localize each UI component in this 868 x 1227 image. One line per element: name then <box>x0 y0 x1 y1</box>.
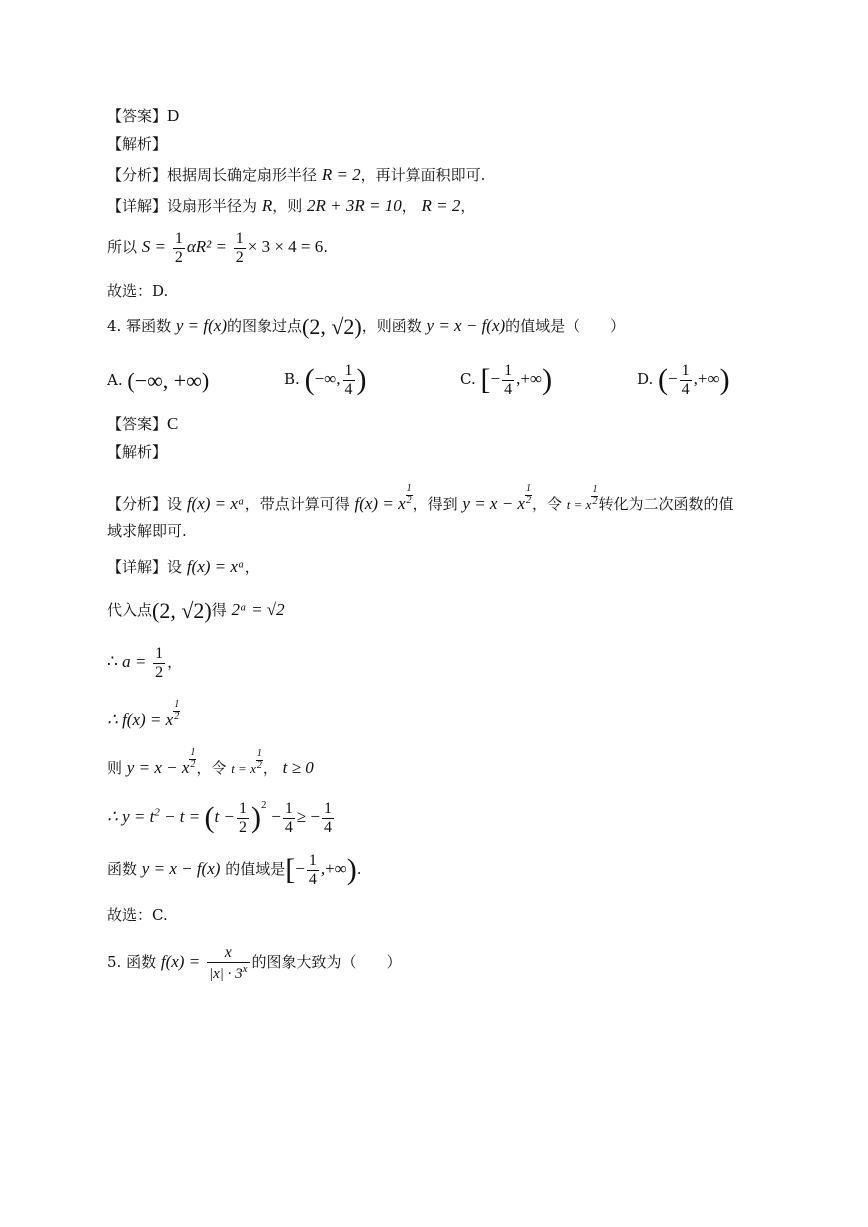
q4-stem-func2: y = x − f(x) <box>426 316 506 335</box>
range-text-2: 的值域是 <box>225 860 286 879</box>
option-c-frac: $\frac{1}{4}$ <box>504 362 513 398</box>
substitute-text-1: 代入点 <box>107 601 153 619</box>
answer-value: C <box>167 414 179 433</box>
q4-fenxi-line <box>107 484 733 512</box>
fenxi-text-2: ，带点计算可得 <box>244 495 350 514</box>
option-c-label: C. <box>460 370 476 389</box>
q4-stem-3: ，则函数 <box>361 317 422 335</box>
fenxi-text-1: 设 <box>167 495 183 514</box>
option-d-label: D. <box>637 370 654 389</box>
xiangjie-tag: 【详解】 <box>107 558 168 576</box>
option-a-value: (−∞, +∞) <box>127 368 210 393</box>
q4-stem-point: (2, √2) <box>302 314 362 339</box>
q4-y-equation: ∴ $y = t^2 - t = (t$ − $\frac{1}{2}$ )$^2$ − $\frac{1}{4}$ ≥ − $\frac{1}{4}$ <box>107 799 332 836</box>
analysis-tag: 【解析】 <box>107 443 168 461</box>
fenxi-text-5: 转化为二次函数的值 <box>598 495 734 514</box>
area-mid: αR² = <box>186 237 227 257</box>
q3-analysis-tag <box>107 137 167 152</box>
q4-substitute-line <box>107 600 285 622</box>
q4-fenxi-cont <box>107 524 187 539</box>
fenxi-math-2: f(x) = x $\frac{1}{2}$ <box>354 483 412 514</box>
answer-value: D <box>167 106 180 125</box>
then-math-1: y = x − x $\frac{1}{2}$ <box>126 747 196 778</box>
fenxi-text-3: ，得到 <box>412 495 458 514</box>
q3-answer-line <box>107 107 179 124</box>
then-text-3: ， <box>262 759 278 778</box>
choose-text: 故选：C. <box>107 906 168 924</box>
therefore-a-end: ， <box>167 653 183 672</box>
q4-stem-2: 的图象过点 <box>226 317 302 335</box>
q3-xiangjie-line <box>107 197 475 214</box>
xiangjie-sep: ， <box>401 197 417 215</box>
fenxi-tag: 【分析】 <box>107 166 168 184</box>
substitute-math: 2ᵃ = √2 <box>231 600 285 619</box>
xiangjie-end: ， <box>244 558 260 576</box>
q4-answer-line <box>107 415 178 432</box>
answer-tag: 【答案】 <box>107 107 168 125</box>
xiangjie-eq1: 2R + 3R = 10 <box>307 196 402 215</box>
option-a-label: A. <box>107 371 123 389</box>
q5-fraction: $\frac{x}{|x| \cdot 3^x}$ <box>208 944 248 982</box>
xiangjie-math-1: f(x) = xᵃ <box>186 557 245 576</box>
then-text-1: 则 <box>107 759 123 778</box>
fenxi-math: R = 2 <box>321 165 361 184</box>
xiangjie-text-2: ，则 <box>272 197 303 215</box>
option-d[interactable]: D. (− $\frac{1}{4}$ ,+∞) <box>637 362 730 398</box>
q4-analysis-tag <box>107 445 167 460</box>
xiangjie-eq2: R = 2 <box>421 196 461 215</box>
q4-stem-func: y = f(x) <box>175 316 227 335</box>
q4-therefore-a: ∴ a = $\frac{1}{2}$ ， <box>107 645 183 681</box>
then-text-2: ，令 <box>196 759 227 778</box>
then-math-3: t ≥ 0 <box>282 758 314 778</box>
option-c[interactable]: C. [− $\frac{1}{4}$ ,+∞) <box>460 362 553 398</box>
xiangjie-text: 设扇形半径为 <box>167 197 258 215</box>
xiangjie-end: ， <box>460 197 476 215</box>
q4-choose <box>107 908 168 923</box>
q3-choose <box>107 284 168 299</box>
area-fraction-2: $\frac{1}{2}$ <box>235 230 244 266</box>
range-math: y = x − f(x) <box>141 859 221 879</box>
option-b-frac: $\frac{1}{4}$ <box>344 362 353 398</box>
q5-stem-1: 5. 函数 <box>107 953 157 972</box>
q3-area-line <box>107 230 328 266</box>
q4-range-line: 函数 y = x − f(x) 的值域是[− $\frac{1}{4}$ ,+∞). <box>107 852 362 888</box>
option-d-frac: $\frac{1}{4}$ <box>681 362 690 398</box>
q3-fenxi-line <box>107 166 485 183</box>
fenxi-math-1: f(x) = xᵃ <box>186 494 245 514</box>
therefore-symbol: ∴ <box>107 652 123 672</box>
option-b[interactable]: B. (−∞, $\frac{1}{4}$ ) <box>284 362 367 398</box>
q4-xiangjie-line <box>107 558 260 575</box>
q4-stem-1: 4. 幂函数 <box>107 317 172 335</box>
q4-therefore-f <box>107 700 180 728</box>
fenxi-text-4: ，令 <box>532 495 563 514</box>
analysis-tag: 【解析】 <box>107 135 168 153</box>
q4-then-line <box>107 748 314 776</box>
fenxi-text: 根据周长确定扇形半径 <box>167 166 318 184</box>
area-end: . <box>323 238 329 257</box>
fenxi-text-6: 域求解即可. <box>107 522 187 540</box>
area-lhs: S = <box>141 237 167 257</box>
q4-stem <box>107 316 625 338</box>
range-end: . <box>356 860 362 879</box>
q5-func-lhs: f(x) = <box>160 952 201 972</box>
area-fraction: $\frac{1}{2}$ <box>174 230 183 266</box>
fenxi-text-end: ，再计算面积即可. <box>360 166 486 184</box>
option-b-label: B. <box>284 370 300 389</box>
therefore-f-math: ∴ f(x) = x $\frac{1}{2}$ <box>107 699 180 730</box>
substitute-text-2: 得 <box>211 601 227 619</box>
xiangjie-tag: 【详解】 <box>107 197 168 215</box>
xiangjie-text-1: 设 <box>167 558 183 576</box>
fenxi-math-3: y = x − x $\frac{1}{2}$ <box>462 483 531 514</box>
choose-text: 故选：D. <box>107 282 169 300</box>
area-rhs: × 3 × 4 = 6 <box>247 237 324 257</box>
answer-tag: 【答案】 <box>107 415 168 433</box>
fenxi-math-4: t = x $\frac{1}{2}$ <box>566 484 598 513</box>
then-math-2: t = x $\frac{1}{2}$ <box>231 748 262 777</box>
q5-stem <box>107 944 402 982</box>
y-eq-math: ∴ $y = t^2 - t$ = <box>107 806 205 827</box>
q4-stem-4: 的值域是（ ） <box>505 317 626 335</box>
q5-stem-2: 的图象大致为（ ） <box>251 953 402 972</box>
fenxi-tag: 【分析】 <box>107 495 168 514</box>
range-text-1: 函数 <box>107 860 138 879</box>
area-prefix: 所以 <box>107 238 138 257</box>
substitute-point: (2, √2) <box>152 598 212 623</box>
xiangjie-r: R <box>261 196 273 215</box>
a-frac: $\frac{1}{2}$ <box>155 645 164 681</box>
option-a[interactable] <box>107 370 209 392</box>
